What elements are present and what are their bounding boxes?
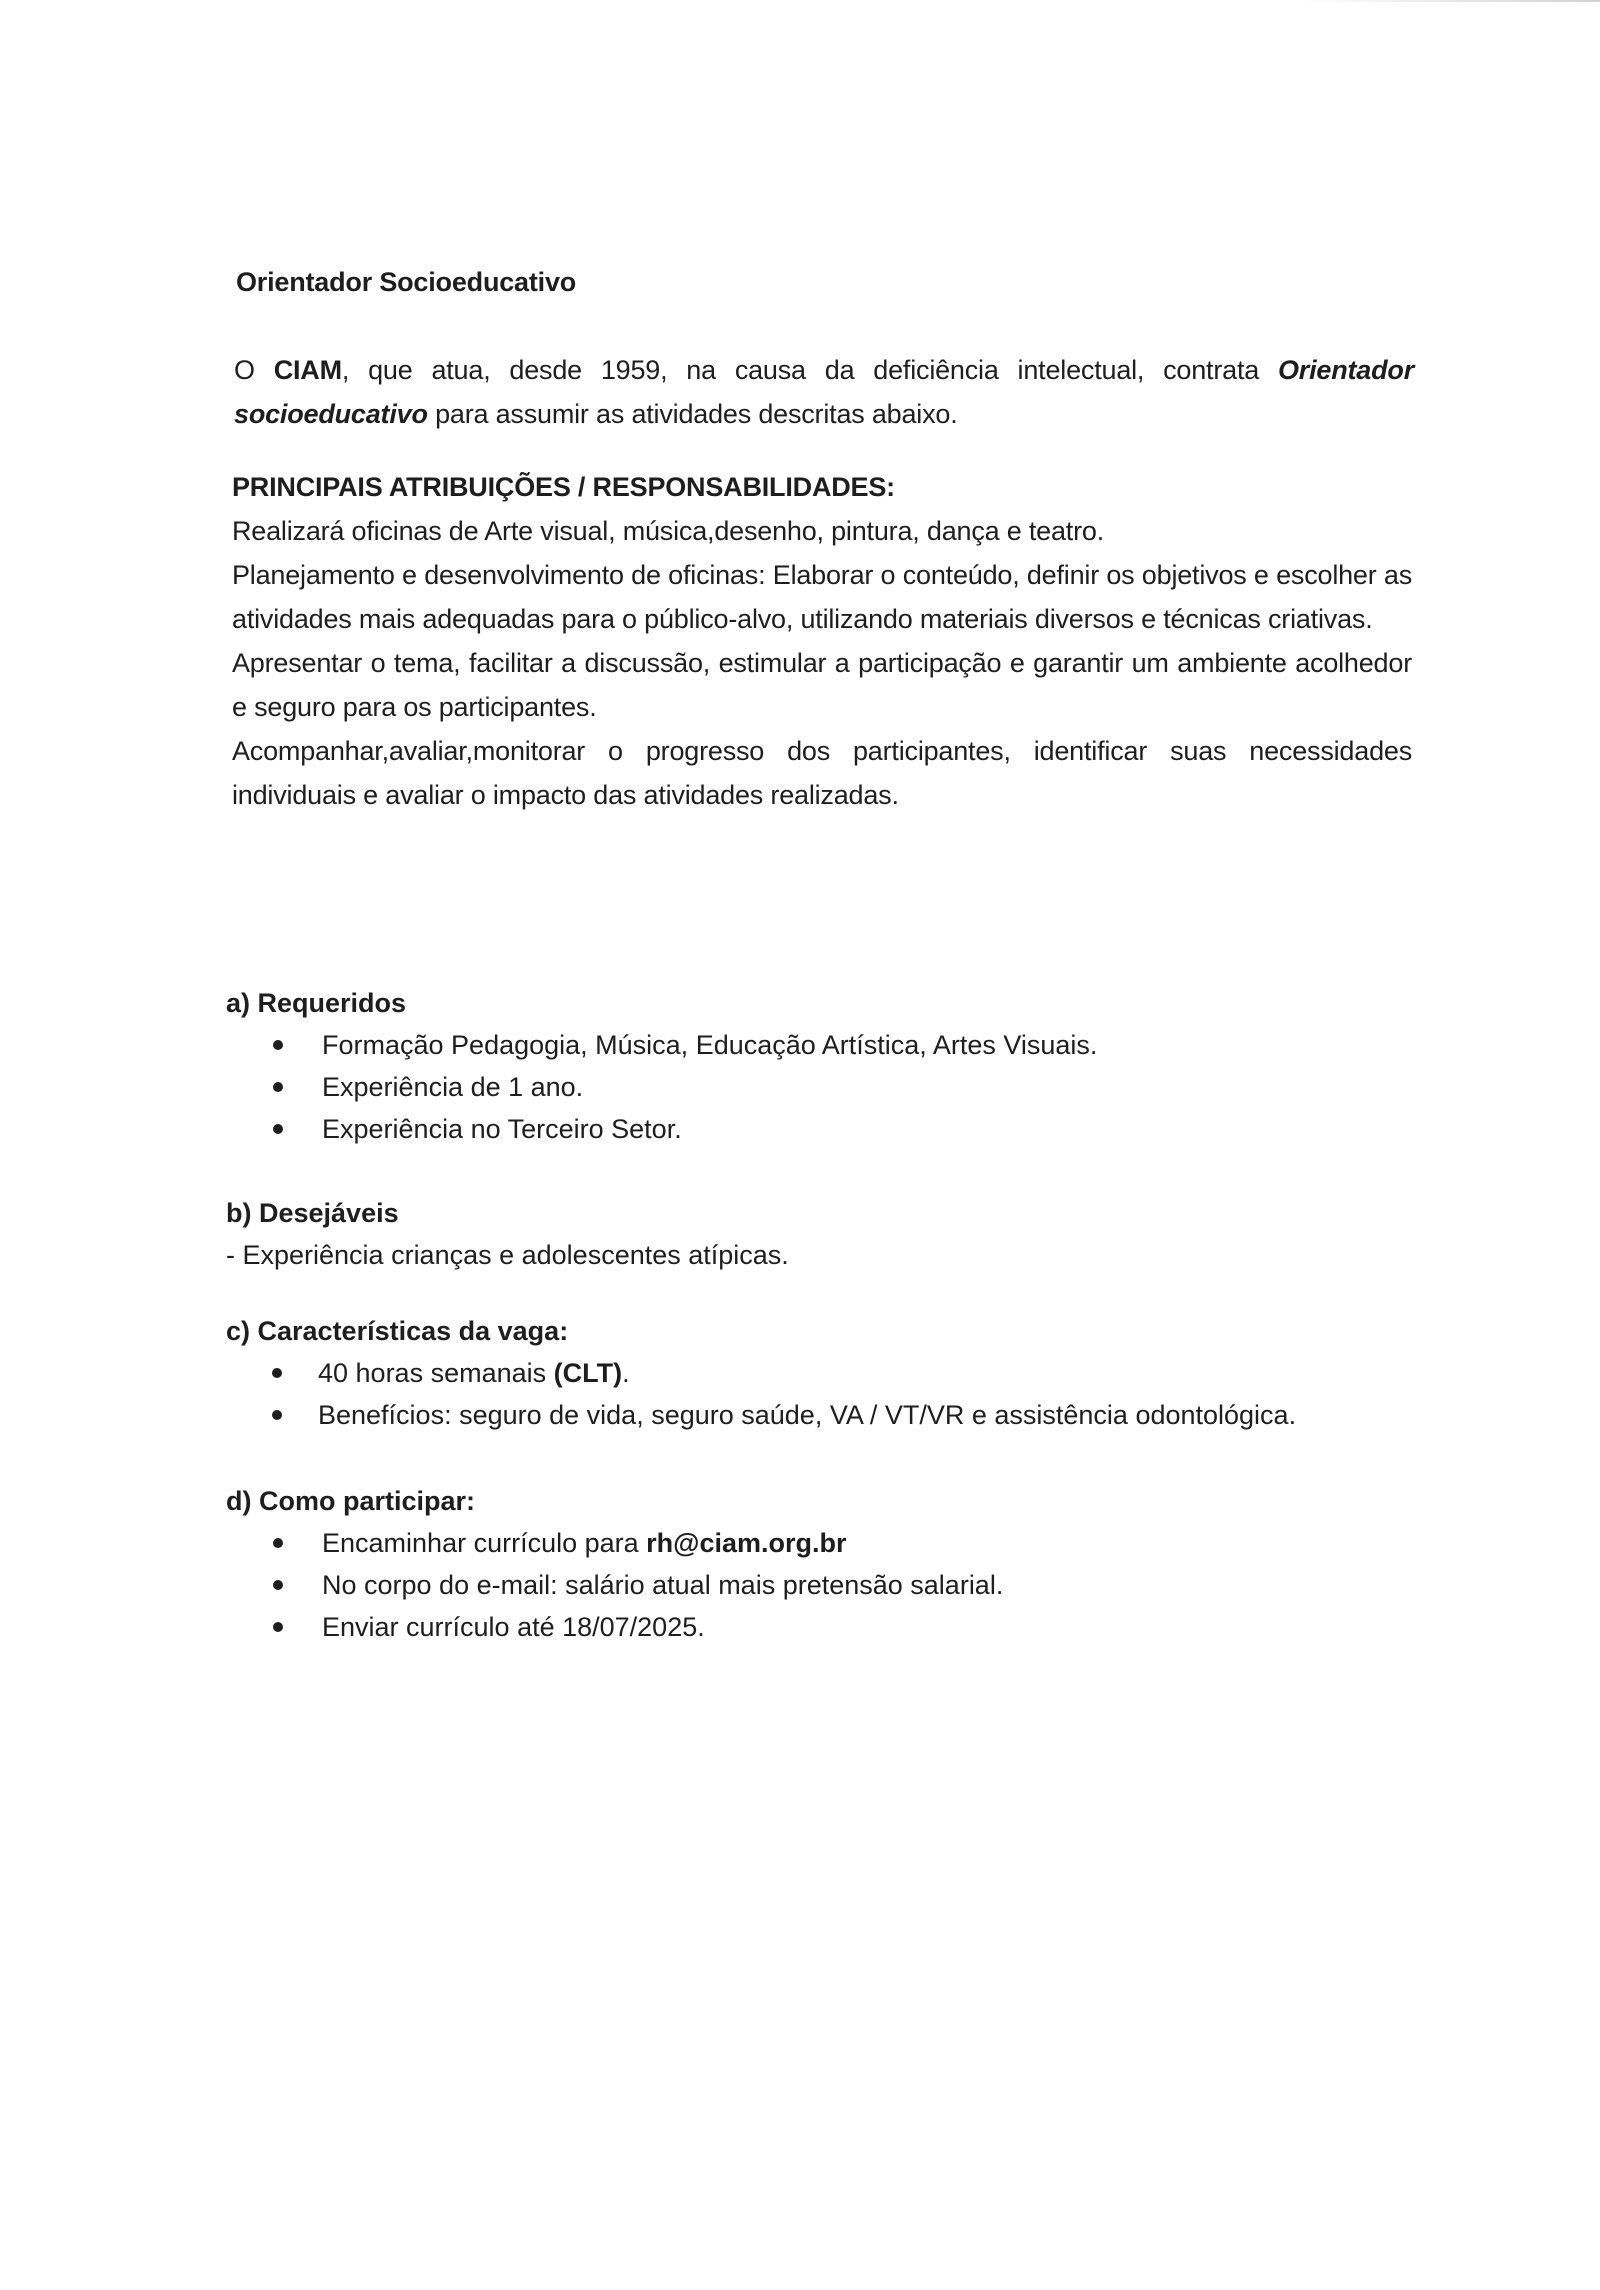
required-list — [226, 1024, 1426, 1150]
list-item-text: Experiência de 1 ano. — [322, 1072, 584, 1102]
how-to-apply-list — [226, 1522, 1426, 1648]
list-item — [226, 1564, 1426, 1606]
bullet-icon — [273, 1580, 283, 1590]
email-address: rh@ciam.org.br — [646, 1528, 847, 1558]
intro-line-1 — [234, 348, 1414, 392]
bullet-icon — [272, 1410, 282, 1420]
deadline-text: Enviar currículo até 18/07/2025. — [322, 1612, 705, 1642]
intro-prefix: O — [234, 355, 274, 385]
list-item-text: Experiência no Terceiro Setor. — [322, 1114, 682, 1144]
characteristics-section — [226, 1310, 1426, 1436]
org-name: CIAM — [273, 355, 342, 385]
required-heading: a) Requeridos — [226, 988, 407, 1018]
document-title: Orientador Socioeducativo — [236, 267, 577, 297]
bullet-icon — [273, 1040, 283, 1050]
desirable-heading: b) Desejáveis — [226, 1198, 399, 1228]
contract-type: (CLT) — [553, 1358, 623, 1388]
hours-end: . — [622, 1358, 630, 1388]
intro-suffix: para assumir as atividades descritas abaixo. — [427, 399, 958, 429]
desirable-text: - Experiência crianças e adolescentes atípicas. — [226, 1240, 789, 1270]
how-to-apply-section — [226, 1480, 1426, 1648]
intro-middle: , que atua, desde 1959, na causa da deficiência intelectual, contrata — [341, 355, 1278, 385]
body-note: No corpo do e-mail: salário atual mais pretensão salarial. — [322, 1570, 1004, 1600]
responsibility-paragraph: Acompanhar,avaliar,monitorar o progresso dos participantes, identificar suas necessidades individuais e avaliar o impacto das atividades realizadas. — [232, 736, 1412, 810]
bullet-icon — [272, 1368, 282, 1378]
role-name-part2: socioeducativo — [234, 399, 428, 429]
list-item — [226, 1606, 1426, 1648]
bullet-icon — [273, 1538, 283, 1548]
desirable-section — [226, 1192, 1426, 1276]
benefits-text: Benefícios: seguro de vida, seguro saúde, VA / VT/VR e assistência odontológica. — [318, 1400, 1297, 1430]
list-item — [226, 1066, 1426, 1108]
list-item-text: Formação Pedagogia, Música, Educação Artística, Artes Visuais. — [322, 1030, 1098, 1060]
how-to-apply-heading: d) Como participar: — [226, 1486, 476, 1516]
list-item — [226, 1352, 1426, 1394]
list-item — [226, 1108, 1426, 1150]
characteristics-list — [226, 1352, 1426, 1436]
required-section — [226, 982, 1426, 1150]
bullet-icon — [273, 1124, 283, 1134]
list-item — [226, 1394, 1426, 1436]
intro-paragraph — [234, 348, 1414, 436]
bullet-icon — [273, 1082, 283, 1092]
responsibilities-section — [232, 465, 1412, 817]
role-name-part1: Orientador — [1277, 355, 1415, 385]
responsibility-paragraph: Apresentar o tema, facilitar a discussão, estimular a participação e garantir um ambiente acolhedor e seguro para os participantes. — [232, 648, 1412, 722]
hours-text: 40 horas semanais — [318, 1358, 554, 1388]
list-item — [226, 1522, 1426, 1564]
responsibility-paragraph: Planejamento e desenvolvimento de oficinas: Elaborar o conteúdo, definir os objetivos e escolher as atividades mais adequadas para o público-alvo, utilizando materiais diversos e técnicas criativas. — [232, 560, 1412, 634]
list-item — [226, 1024, 1426, 1066]
send-text: Encaminhar currículo para — [322, 1528, 647, 1558]
characteristics-heading: c) Características da vaga: — [226, 1316, 569, 1346]
responsibility-paragraph: Realizará oficinas de Arte visual, música,desenho, pintura, dança e teatro. — [232, 516, 1105, 546]
responsibilities-heading: PRINCIPAIS ATRIBUIÇÕES / RESPONSABILIDADES: — [232, 472, 895, 502]
bullet-icon — [273, 1622, 283, 1632]
